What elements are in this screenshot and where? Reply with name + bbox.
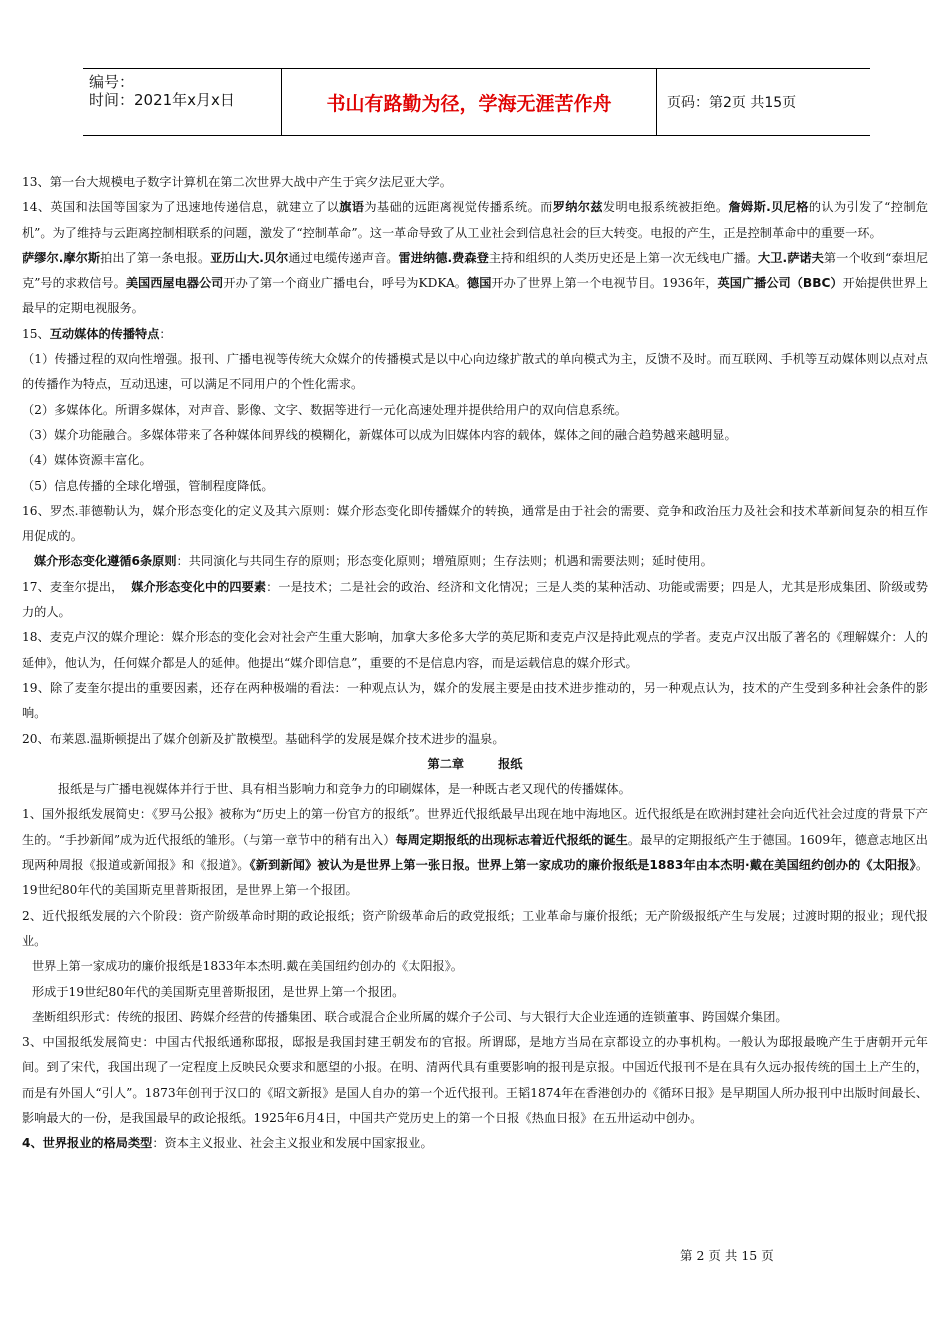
- text: 通过电缆传递声音。: [288, 250, 399, 265]
- bold-text: 英国广播公司（BBC）: [717, 276, 843, 291]
- bold-text: 萨缪尔.摩尔斯: [22, 250, 101, 265]
- bold-text: 媒介形态变化遵循6条原则: [34, 554, 177, 569]
- paragraph-15-3: （3）媒介功能融合。多媒体带来了各种媒体间界线的模糊化，新媒体可以成为旧媒体内容的载体，媒体之间的融合趋势越来越明显。: [22, 427, 737, 442]
- paragraph-14: [22, 195, 928, 246]
- text: ：共同演化与共同生存的原则；形态变化原则；增殖原则；生存法则；机遇和需要法则；延时使用。: [176, 554, 713, 569]
- text: 1、国外报纸发展简史：《罗马公报》被称为“历史上的第一份官方的报纸”。世界近代报纸最早出现在地中海地区。近代报纸是在欧洲封建社会向近代社会过度的背景下产生的。“手抄新闻”成为近代报纸的雏形。（与第一章节中的稍有出入）: [22, 807, 928, 847]
- paragraph-15-1: （1）传播过程的双向性增强。报刊、广播电视等传统大众媒介的传播模式是以中心向边缘扩散式的单向模式为主，反馈不及时。而互联网、手机等互动媒体则以点对点的传播作为特点，互动迅速，可以满足不同用户的个性化需求。: [22, 352, 928, 392]
- paragraph-14-pioneers: [22, 246, 928, 322]
- paragraph-15-5: （5）信息传播的全球化增强，管制程度降低。: [22, 478, 274, 493]
- item-2-note-a: 世界上第一家成功的廉价报纸是1833年本杰明.戴在美国纽约创办的《太阳报》。: [32, 959, 463, 974]
- text: ：一是技术；二是社会的政治、经济和文化情况；三是人类的某种活动、功能或需要；四是人，尤其是形成集团、阶级或势力的人。: [22, 579, 928, 620]
- paragraph-17: [22, 575, 928, 626]
- document-body: [22, 170, 928, 1157]
- bold-text: 雷进纳德.费森登: [398, 250, 489, 265]
- paragraph-15-2: （2）多媒体化。所谓多媒体，对声音、影像、文字、数据等进行一元化高速处理并提供给用户的双向信息系统。: [22, 402, 627, 417]
- bold-text: 每周定期报纸的出现标志着近代报纸的诞生: [395, 832, 628, 847]
- text: 为基础的远距离视觉传播系统。而: [364, 200, 553, 215]
- item-1: [22, 802, 928, 903]
- bold-text: 《新到新闻》被认为是世界上第一张日报。世界上第一家成功的廉价报纸是1883年由本杰明·戴在美国纽约创办的《太阳报》: [249, 858, 916, 873]
- text: 发明电报系统被拒绝。: [602, 200, 729, 215]
- chapter-number: 第二章: [427, 756, 465, 771]
- time-label: 时间：2021年x月x日: [89, 91, 235, 109]
- header-page-cell: [657, 69, 870, 135]
- bold-text: 罗纳尔兹: [552, 200, 603, 215]
- bold-text: 詹姆斯.贝尼格: [728, 200, 809, 215]
- bold-text: 互动媒体的传播特点: [49, 326, 160, 341]
- text: 15、: [22, 326, 50, 341]
- text: 拍出了第一条电报。: [100, 250, 211, 265]
- paragraph-20: 20、布莱恩.温斯顿提出了媒介创新及扩散模型。基础科学的发展是媒介技术进步的温泉。: [22, 731, 505, 746]
- motto: 书山有路勤为径，学海无涯苦作舟: [326, 92, 612, 115]
- bold-text: 美国西屋电器公司: [125, 276, 224, 291]
- item-2-note-c: 垄断组织形式：传统的报团、跨媒介经营的传播集团、联合或混合企业所属的媒介子公司、与大银行大企业连通的连锁董事、跨国媒介集团。: [32, 1009, 788, 1024]
- paragraph-15: [22, 322, 928, 347]
- text: ：: [159, 326, 172, 341]
- bold-text: 大卫.萨诺夫: [758, 250, 824, 265]
- bold-text: 4、世界报业的格局类型: [22, 1136, 153, 1151]
- text: 开办了第一个商业广播电台，呼号为KDKA。: [223, 276, 467, 291]
- bold-text: 亚历山大.贝尔: [210, 250, 289, 265]
- paragraph-15-4: （4）媒体资源丰富化。: [22, 453, 152, 468]
- item-3: 3、中国报纸发展简史：中国古代报纸通称邸报，邸报是我国封建王朝发布的官报。所谓邸，是地方当局在京都设立的办事机构。一般认为邸报最晚产生于唐朝开元年间。到了宋代，我国出现了一定程度上反映民众要求和愿望的小报。在明、清两代具有重要影响的报刊是京报。中国近代报刊不是在具有久远办报传统的国土上产生的，而是有外国人“引人”。1873年创刊于汉口的《昭文新报》是国人自办的第一个近代报刊。王韬1874年在香港创办的《循环日报》是早期国人所办报刊中出版时间最长、影响最大的一份，是我国最早的政论报纸。1925年6月4日，中国共产党历史上的第一个日报《热血日报》在五卅运动中创办。: [22, 1035, 928, 1125]
- text: 14、英国和法国等国家为了迅速地传递信息，就建立了以: [22, 200, 340, 215]
- text: 的认为引发了“控制危机”。为了维持与云距离控制相联系的问题，激发了“控制革命”。这一革命导致了从工业社会到信息社会的巨大转变。电报的产生，正是控制革命中的重要一环。: [22, 200, 929, 240]
- item-4: [22, 1131, 928, 1156]
- paragraph-13: 13、第一台大规模电子数字计算机在第二次世界大战中产生于宾夕法尼亚大学。: [22, 175, 452, 189]
- item-2: 2、近代报纸发展的六个阶段：资产阶级革命时期的政论报纸；资产阶级革命后的政党报纸；工业革命与廉价报纸；无产阶级报纸产生与发展；过渡时期的报业；现代报业。: [22, 908, 928, 948]
- text: 第一个收到“泰坦尼克”号的求救信号。: [22, 250, 929, 291]
- header-meta-cell: [83, 69, 282, 135]
- number-label: 编号：: [89, 73, 135, 91]
- text: ：资本主义报业、社会主义报业和发展中国家报业。: [152, 1136, 433, 1151]
- page-footer: 第 2 页 共 15 页: [680, 1248, 774, 1263]
- paragraph-16-principles: [22, 549, 928, 574]
- chapter-heading: [22, 752, 928, 777]
- bold-text: 德国: [467, 276, 492, 291]
- text: 17、麦奎尔提出，: [22, 579, 132, 594]
- text: 开办了世界上第一个电视节目。1936年，: [491, 276, 718, 291]
- text: 开始提供世界上最早的定期电视服务。: [22, 276, 928, 316]
- bold-text: 媒介形态变化中的四要素: [131, 579, 267, 594]
- bold-text: 旗语: [339, 200, 365, 215]
- header-motto-cell: [282, 69, 657, 135]
- chapter-intro: 报纸是与广播电视媒体并行于世、具有相当影响力和竞争力的印刷媒体，是一种既古老又现代的传播媒体。: [58, 782, 631, 797]
- text: 。最早的定期报纸产生于德国。1609年，德意志地区出现两种周报《报道或新闻报》和《报道》。: [22, 832, 928, 873]
- paragraph-16: 16、罗杰.菲德勒认为，媒介形态变化的定义及其六原则：媒介形态变化即传播媒介的转换，通常是由于社会的需要、竞争和政治压力及社会和技术革新间复杂的相互作用促成的。: [22, 503, 928, 544]
- chapter-title: 报纸: [498, 756, 523, 771]
- page-label: 页码：第2页 共15页: [667, 95, 797, 111]
- paragraph-19: 19、除了麦奎尔提出的重要因素，还存在两种极端的看法：一种观点认为，媒介的发展主要是由技术进步推动的，另一种观点认为，技术的产生受到多种社会条件的影响。: [22, 680, 928, 721]
- paragraph-18: 18、麦克卢汉的媒介理论：媒介形态的变化会对社会产生重大影响，加拿大多伦多大学的英尼斯和麦克卢汉是持此观点的学者。麦克卢汉出版了著名的《理解媒介：人的延伸》，他认为，任何媒介都是人的延伸。他提出“媒介即信息”，重要的不是信息内容，而是运载信息的媒介形式。: [22, 630, 928, 670]
- page-header: [83, 68, 870, 136]
- text: 。19世纪80年代的美国斯克里普斯报团，是世界上第一个报团。: [22, 858, 928, 898]
- text: 主持和组织的人类历史还是上第一次无线电广播。: [488, 250, 759, 265]
- item-2-note-b: 形成于19世纪80年代的美国斯克里普斯报团，是世界上第一个报团。: [32, 984, 405, 999]
